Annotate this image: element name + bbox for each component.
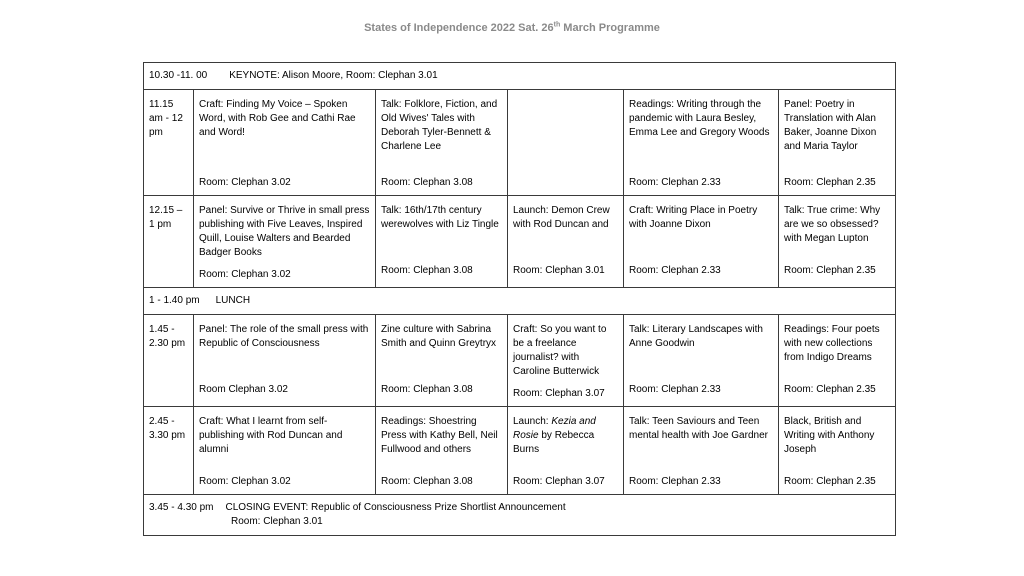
session-row [144, 315, 896, 407]
closing-room: Room: Clephan 3.01 [231, 516, 323, 527]
session-cell [194, 90, 376, 196]
session-cell [194, 315, 376, 407]
lunch-text: LUNCH [215, 295, 251, 306]
session-room: Room: Clephan 2.33 [629, 265, 721, 276]
session-room: Room: Clephan 2.33 [629, 177, 721, 188]
session-cell [376, 407, 508, 495]
session-title: Zine culture with Sabrina Smith and Quinn Greytryx [381, 324, 497, 349]
session-title: Craft: Writing Place in Poetry with Joanne Dixon [629, 205, 758, 230]
session-title: Panel: Survive or Thrive in small press publishing with Five Leaves, Inspired Quill, Louise Walters and Bearded Badger Books [199, 205, 370, 258]
session-time: 12.15 – 1 pm [144, 196, 194, 288]
session-cell [194, 407, 376, 495]
session-row [144, 90, 896, 196]
session-cell [508, 196, 624, 288]
session-title: Launch: Kezia and Rosie by Rebecca Burns [513, 416, 596, 455]
session-room: Room Clephan 3.02 [199, 384, 288, 395]
lunch-time: 1 - 1.40 pm [149, 295, 200, 306]
closing-cell [144, 495, 896, 536]
session-room: Room: Clephan 3.07 [513, 476, 605, 487]
session-title: Talk: Folklore, Fiction, and Old Wives' Tales with Deborah Tyler-Bennett & Charlene Lee [381, 99, 498, 152]
session-room: Room: Clephan 3.02 [199, 476, 291, 487]
session-room: Room: Clephan 3.02 [199, 177, 291, 188]
session-room: Room: Clephan 2.35 [784, 384, 876, 395]
session-room: Room: Clephan 3.01 [513, 265, 605, 276]
keynote-cell [144, 63, 896, 90]
session-room: Room: Clephan 2.33 [629, 384, 721, 395]
session-time: 2.45 - 3.30 pm [144, 407, 194, 495]
session-title: Launch: Demon Crew with Rod Duncan and [513, 205, 610, 230]
session-room: Room: Clephan 3.08 [381, 177, 473, 188]
lunch-row [144, 288, 896, 315]
session-cell [194, 196, 376, 288]
session-title: Craft: Finding My Voice – Spoken Word, with Rob Gee and Cathi Rae and Word! [199, 99, 356, 138]
session-room: Room: Clephan 3.02 [199, 269, 291, 280]
lunch-cell [144, 288, 896, 315]
session-room: Room: Clephan 2.35 [784, 177, 876, 188]
session-room: Room: Clephan 2.35 [784, 265, 876, 276]
session-cell [376, 315, 508, 407]
keynote-time: 10.30 -11. 00 [149, 70, 208, 81]
session-room: Room: Clephan 3.08 [381, 476, 473, 487]
session-cell [624, 90, 779, 196]
session-cell [376, 90, 508, 196]
session-cell [779, 196, 896, 288]
session-title: Readings: Shoestring Press with Kathy Bell, Neil Fullwood and others [381, 416, 498, 455]
session-row [144, 407, 896, 495]
session-room: Room: Clephan 3.07 [513, 388, 605, 399]
session-cell-empty [508, 90, 624, 196]
session-title: Black, British and Writing with Anthony Joseph [784, 416, 875, 455]
page-title: States of Independence 2022 Sat. 26th March Programme [364, 21, 660, 34]
session-room: Room: Clephan 3.08 [381, 265, 473, 276]
session-time: 11.15 am - 12 pm [144, 90, 194, 196]
session-cell [779, 90, 896, 196]
session-title: Talk: Teen Saviours and Teen mental health with Joe Gardner [629, 416, 768, 441]
session-room: Room: Clephan 3.08 [381, 384, 473, 395]
session-cell [624, 196, 779, 288]
session-room: Room: Clephan 2.35 [784, 476, 876, 487]
session-cell [624, 407, 779, 495]
session-room: Room: Clephan 2.33 [629, 476, 721, 487]
session-title: Readings: Writing through the pandemic with Laura Besley, Emma Lee and Gregory Woods [629, 99, 770, 138]
keynote-row [144, 63, 896, 90]
session-title: Talk: Literary Landscapes with Anne Goodwin [629, 324, 763, 349]
session-title: Panel: Poetry in Translation with Alan Baker, Joanne Dixon and Maria Taylor [784, 99, 877, 152]
closing-text: CLOSING EVENT: Republic of Consciousness Prize Shortlist Announcement [225, 502, 566, 513]
session-cell [779, 407, 896, 495]
session-title: Talk: 16th/17th century werewolves with Liz Tingle [381, 205, 499, 230]
session-cell [376, 196, 508, 288]
session-time: 1.45 - 2.30 pm [144, 315, 194, 407]
session-row [144, 196, 896, 288]
session-title: Craft: So you want to be a freelance journalist? with Caroline Butterwick [513, 324, 607, 377]
session-cell [624, 315, 779, 407]
session-cell [508, 315, 624, 407]
session-title: Panel: The role of the small press with Republic of Consciousness [199, 324, 369, 349]
session-cell [508, 407, 624, 495]
session-cell [779, 315, 896, 407]
programme-table [143, 62, 896, 536]
session-title: Talk: True crime: Why are we so obsessed? with Megan Lupton [784, 205, 881, 244]
session-title: Craft: What I learnt from self-publishing with Rod Duncan and alumni [199, 416, 343, 455]
closing-row [144, 495, 896, 536]
closing-time: 3.45 - 4.30 pm [149, 502, 214, 513]
session-title: Readings: Four poets with new collections from Indigo Dreams [784, 324, 880, 363]
keynote-text: KEYNOTE: Alison Moore, Room: Clephan 3.01 [229, 70, 438, 81]
